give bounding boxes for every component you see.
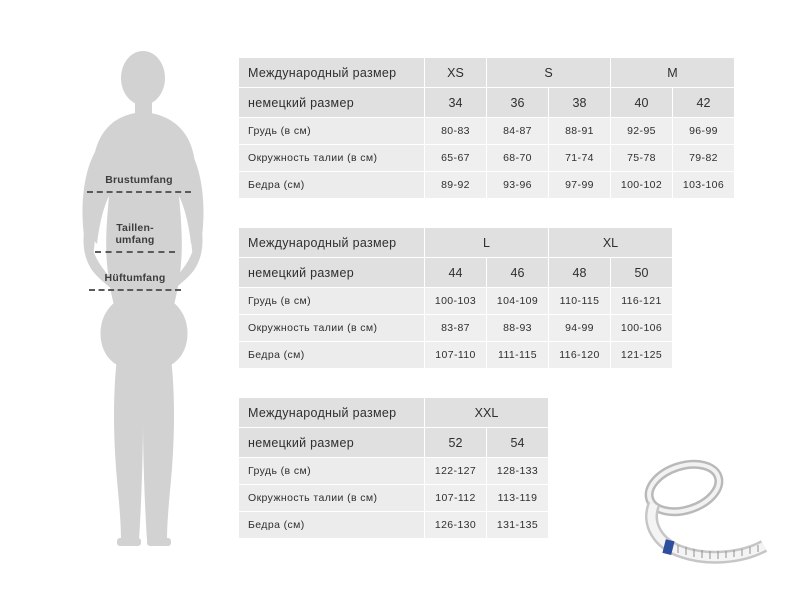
label-bust	[87, 174, 191, 193]
german-size-label: немецкий размер	[239, 258, 425, 288]
measurement-value: 121-125	[611, 342, 673, 369]
german-size-value: 42	[673, 88, 735, 118]
measurement-value: 110-115	[549, 288, 611, 315]
tape-measure-icon	[620, 452, 780, 572]
measurement-value: 100-102	[611, 172, 673, 199]
table-row	[239, 145, 735, 172]
measurement-label: Окружность талии (в см)	[239, 485, 425, 512]
measurement-label: Грудь (в см)	[239, 458, 425, 485]
label-hip-text: Hüftumfang	[104, 272, 166, 284]
table-row	[239, 228, 673, 258]
measurement-value: 93-96	[487, 172, 549, 199]
table-l-xl	[238, 227, 673, 369]
table-row	[239, 342, 673, 369]
table-row	[239, 58, 735, 88]
table-row	[239, 88, 735, 118]
measurement-value: 126-130	[425, 512, 487, 539]
measurement-label: Бедра (см)	[239, 172, 425, 199]
german-size-label: немецкий размер	[239, 88, 425, 118]
table-row	[239, 512, 549, 539]
label-hip	[89, 272, 181, 291]
measurement-value: 80-83	[425, 118, 487, 145]
measurement-value: 68-70	[487, 145, 549, 172]
table-xxl	[238, 397, 549, 539]
measurement-value: 94-99	[549, 315, 611, 342]
intl-size-group: XXL	[425, 398, 549, 428]
table-row	[239, 258, 673, 288]
german-size-label: немецкий размер	[239, 428, 425, 458]
label-waist-text-2: umfang	[115, 234, 155, 247]
measurement-label: Грудь (в см)	[239, 288, 425, 315]
measurement-value: 116-120	[549, 342, 611, 369]
measurement-value: 84-87	[487, 118, 549, 145]
intl-size-header-label: Международный размер	[239, 228, 425, 258]
measurement-value: 97-99	[549, 172, 611, 199]
hip-dashed-line	[89, 286, 181, 291]
measurement-value: 71-74	[549, 145, 611, 172]
silhouette-icon	[55, 40, 235, 560]
german-size-value: 50	[611, 258, 673, 288]
table-row	[239, 315, 673, 342]
intl-size-header-label: Международный размер	[239, 398, 425, 428]
german-size-value: 52	[425, 428, 487, 458]
intl-size-group: M	[611, 58, 735, 88]
measurement-value: 122-127	[425, 458, 487, 485]
measurement-value: 104-109	[487, 288, 549, 315]
table-row	[239, 288, 673, 315]
measurement-value: 116-121	[611, 288, 673, 315]
table-row	[239, 428, 549, 458]
measurement-label: Окружность талии (в см)	[239, 145, 425, 172]
intl-size-group: S	[487, 58, 611, 88]
label-bust-text: Brustumfang	[105, 174, 173, 186]
measurement-label: Окружность талии (в см)	[239, 315, 425, 342]
measurement-value: 111-115	[487, 342, 549, 369]
measurement-value: 107-110	[425, 342, 487, 369]
measurement-value: 103-106	[673, 172, 735, 199]
intl-size-header-label: Международный размер	[239, 58, 425, 88]
german-size-value: 36	[487, 88, 549, 118]
measurement-value: 65-67	[425, 145, 487, 172]
german-size-value: 48	[549, 258, 611, 288]
measurement-label: Бедра (см)	[239, 342, 425, 369]
measurement-value: 113-119	[487, 485, 549, 512]
german-size-value: 40	[611, 88, 673, 118]
german-size-value: 34	[425, 88, 487, 118]
measurement-value: 100-106	[611, 315, 673, 342]
measurement-value: 92-95	[611, 118, 673, 145]
german-size-value: 44	[425, 258, 487, 288]
measurement-label: Бедра (см)	[239, 512, 425, 539]
tape-measure-illustration	[620, 452, 780, 572]
measurement-value: 100-103	[425, 288, 487, 315]
table-row	[239, 458, 549, 485]
table-row	[239, 172, 735, 199]
body-silhouette-figure	[55, 40, 235, 560]
measurement-value: 89-92	[425, 172, 487, 199]
table-row	[239, 398, 549, 428]
measurement-value: 131-135	[487, 512, 549, 539]
german-size-value: 46	[487, 258, 549, 288]
measurement-value: 107-112	[425, 485, 487, 512]
intl-size-group: XL	[549, 228, 673, 258]
measurement-value: 75-78	[611, 145, 673, 172]
table-row	[239, 485, 549, 512]
intl-size-group: L	[425, 228, 549, 258]
intl-size-group: XS	[425, 58, 487, 88]
measurement-value: 128-133	[487, 458, 549, 485]
measurement-value: 88-91	[549, 118, 611, 145]
measurement-label: Грудь (в см)	[239, 118, 425, 145]
label-waist-text-1: Taillen-	[116, 222, 154, 234]
measurement-value: 83-87	[425, 315, 487, 342]
german-size-value: 38	[549, 88, 611, 118]
measurement-value: 96-99	[673, 118, 735, 145]
measurement-value: 88-93	[487, 315, 549, 342]
german-size-value: 54	[487, 428, 549, 458]
table-xs-s-m	[238, 57, 735, 199]
waist-dashed-line	[95, 248, 175, 253]
table-row	[239, 118, 735, 145]
measurement-value: 79-82	[673, 145, 735, 172]
bust-dashed-line	[87, 188, 191, 193]
label-waist	[95, 222, 175, 253]
